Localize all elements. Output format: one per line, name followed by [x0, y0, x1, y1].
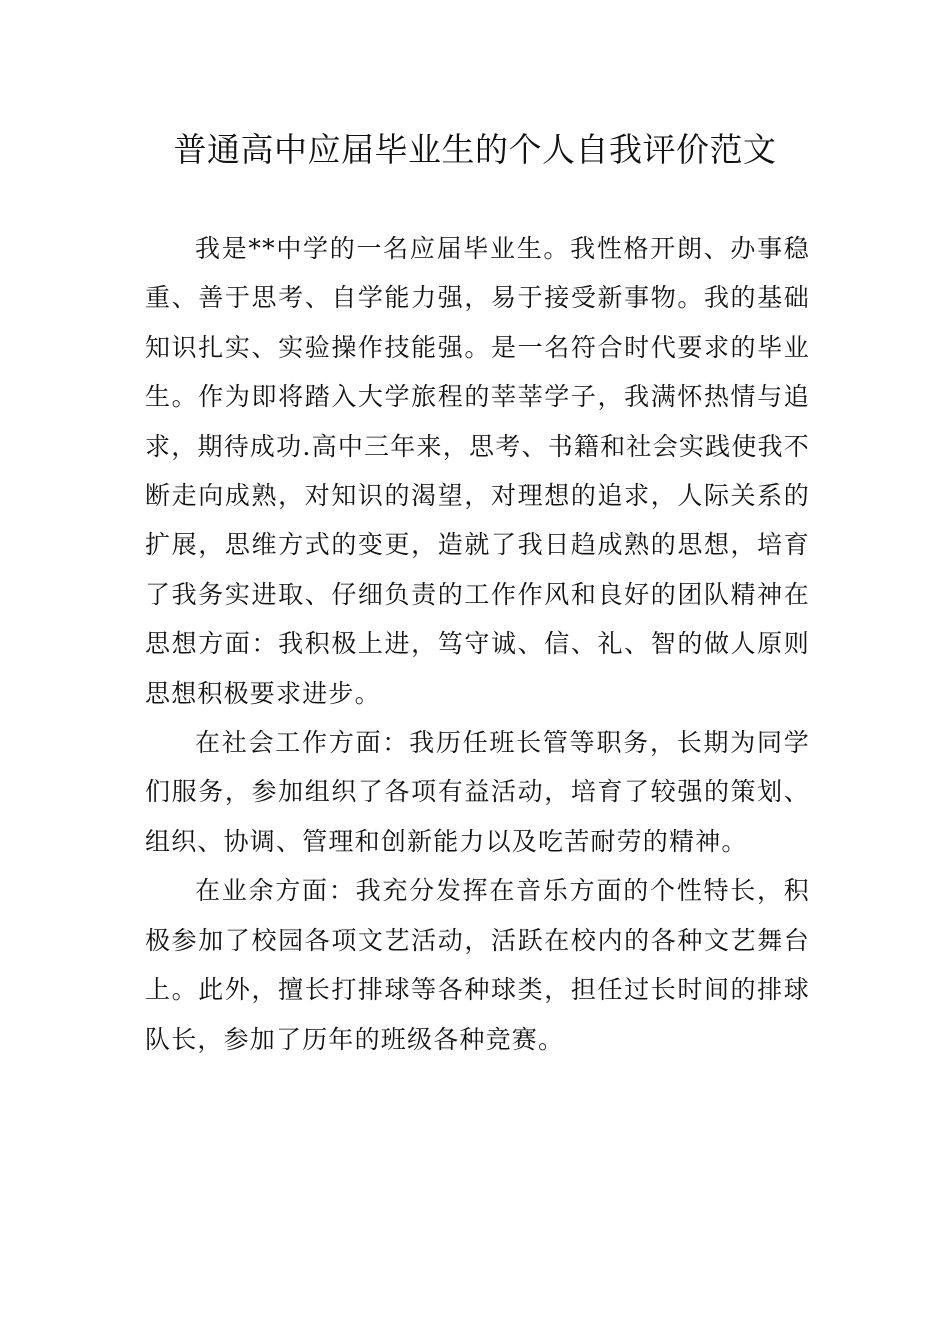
paragraph-social-work: 在社会工作方面：我历任班长管等职务，长期为同学们服务，参加组织了各项有益活动，培育了较强的策划、组织、协调、管理和创新能力以及吃苦耐劳的精神。 [145, 728, 810, 856]
paragraph-leisure: 在业余方面：我充分发挥在音乐方面的个性特长，积极参加了校园各项文艺活动，活跃在校内的各种文艺舞台上。此外，擅长打排球等各种球类，担任过长时间的排球队长，参加了历年的班级各种竞赛。 [145, 876, 810, 1054]
paragraph-introduction: 我是**中学的一名应届毕业生。我性格开朗、办事稳重、善于思考、自学能力强，易于接受新事物。我的基础知识扎实、实验操作技能强。是一名符合时代要求的毕业生。作为即将踏入大学旅程的莘莘学子，我满怀热情与追求，期待成功.高中三年来，思考、书籍和社会实践使我不断走向成熟，对知识的渴望，对理想的追求，人际关系的扩展，思维方式的变更，造就了我日趋成熟的思想，培育了我务实进取、仔细负责的工作作风和良好的团队精神在思想方面：我积极上进，笃守诚、信、礼、智的做人原则思想积极要求进步。 [145, 234, 810, 708]
document-title: 普通高中应届毕业生的个人自我评价范文 [173, 130, 777, 169]
document-body [145, 224, 810, 1064]
